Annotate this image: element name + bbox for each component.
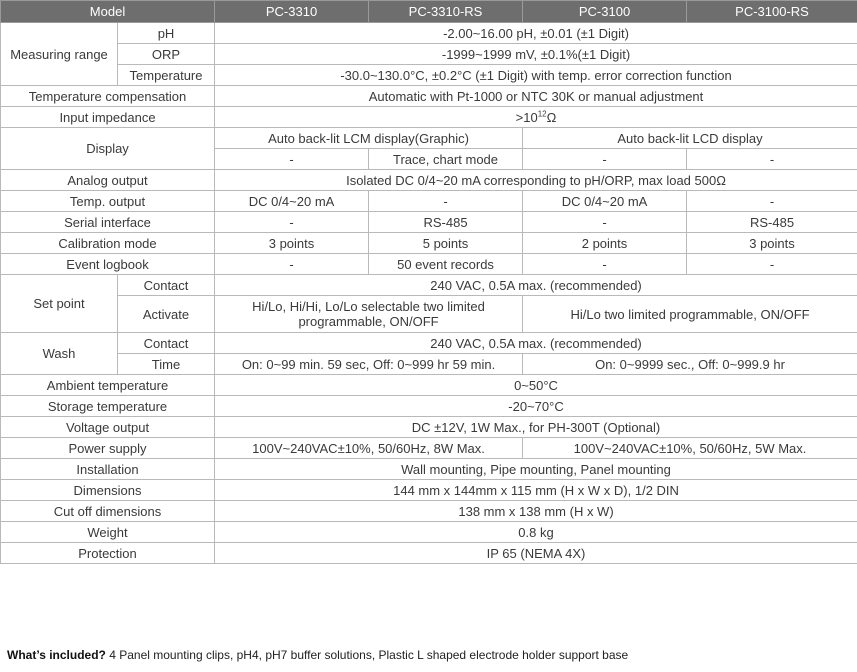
whats-included-text: 4 Panel mounting clips, pH4, pH7 buffer solutions, Plastic L shaped electrode holder support base <box>105 648 629 662</box>
dimensions-label: Dimensions <box>1 480 215 501</box>
temp-output-3: DC 0/4~20 mA <box>523 191 687 212</box>
table-row <box>1 543 857 564</box>
ambient-value: 0~50°C <box>215 375 857 396</box>
power-value-b: 100V~240VAC±10%, 50/60Hz, 5W Max. <box>523 438 857 459</box>
display-sub-2: Trace, chart mode <box>369 149 523 170</box>
display-sub-4: - <box>687 149 857 170</box>
voltage-value: DC ±12V, 1W Max., for PH-300T (Optional) <box>215 417 857 438</box>
temperature-value: -30.0~130.0°C, ±0.2°C (±1 Digit) with temp. error correction function <box>215 65 857 86</box>
storage-label: Storage temperature <box>1 396 215 417</box>
ph-value: -2.00~16.00 pH, ±0.01 (±1 Digit) <box>215 23 857 44</box>
header-row <box>1 1 857 23</box>
temperature-label: Temperature <box>118 65 215 86</box>
table-row <box>1 191 857 212</box>
analog-output-value: Isolated DC 0/4~20 mA corresponding to pH/ORP, max load 500Ω <box>215 170 857 191</box>
measuring-range-label: Measuring range <box>1 23 118 86</box>
logbook-1: - <box>215 254 369 275</box>
table-row <box>1 23 857 44</box>
voltage-label: Voltage output <box>1 417 215 438</box>
table-row <box>1 522 857 543</box>
protection-value: IP 65 (NEMA 4X) <box>215 543 857 564</box>
table-row <box>1 212 857 233</box>
table-row <box>1 44 857 65</box>
model-header: Model <box>1 1 215 23</box>
logbook-3: - <box>523 254 687 275</box>
set-point-contact-value: 240 VAC, 0.5A max. (recommended) <box>215 275 857 296</box>
calibration-1: 3 points <box>215 233 369 254</box>
temp-output-label: Temp. output <box>1 191 215 212</box>
analog-output-label: Analog output <box>1 170 215 191</box>
serial-4: RS-485 <box>687 212 857 233</box>
weight-value: 0.8 kg <box>215 522 857 543</box>
set-point-label: Set point <box>1 275 118 333</box>
display-sub-1: - <box>215 149 369 170</box>
wash-time-b: On: 0~9999 sec., Off: 0~999.9 hr <box>523 354 857 375</box>
table-row <box>1 233 857 254</box>
ph-label: pH <box>118 23 215 44</box>
protection-label: Protection <box>1 543 215 564</box>
wash-time-label: Time <box>118 354 215 375</box>
table-row <box>1 65 857 86</box>
table-row <box>1 417 857 438</box>
display-sub-3: - <box>523 149 687 170</box>
set-point-contact-label: Contact <box>118 275 215 296</box>
installation-value: Wall mounting, Pipe mounting, Panel mounting <box>215 459 857 480</box>
orp-value: -1999~1999 mV, ±0.1%(±1 Digit) <box>215 44 857 65</box>
table-row <box>1 170 857 191</box>
wash-contact-label: Contact <box>118 333 215 354</box>
wash-contact-value: 240 VAC, 0.5A max. (recommended) <box>215 333 857 354</box>
table-row <box>1 333 857 354</box>
table-row <box>1 480 857 501</box>
input-impedance-label: Input impedance <box>1 107 215 128</box>
temp-comp-label: Temperature compensation <box>1 86 215 107</box>
temp-output-4: - <box>687 191 857 212</box>
wash-time-a: On: 0~99 min. 59 sec, Off: 0~999 hr 59 min. <box>215 354 523 375</box>
calibration-3: 2 points <box>523 233 687 254</box>
model-header-3: PC-3100 <box>523 1 687 23</box>
whats-included-note <box>7 648 628 662</box>
input-impedance-value: $>10^{12}\Omega$ <box>215 107 857 128</box>
power-label: Power supply <box>1 438 215 459</box>
table-row <box>1 254 857 275</box>
logbook-label: Event logbook <box>1 254 215 275</box>
cutoff-label: Cut off dimensions <box>1 501 215 522</box>
calibration-4: 3 points <box>687 233 857 254</box>
logbook-2: 50 event records <box>369 254 523 275</box>
set-point-activate-b: Hi/Lo two limited programmable, ON/OFF <box>523 296 857 333</box>
display-label: Display <box>1 128 215 170</box>
logbook-4: - <box>687 254 857 275</box>
table-row <box>1 275 857 296</box>
calibration-2: 5 points <box>369 233 523 254</box>
calibration-label: Calibration mode <box>1 233 215 254</box>
table-row <box>1 438 857 459</box>
table-row <box>1 107 857 128</box>
serial-label: Serial interface <box>1 212 215 233</box>
display-lcd: Auto back-lit LCD display <box>523 128 857 149</box>
power-value-a: 100V~240VAC±10%, 50/60Hz, 8W Max. <box>215 438 523 459</box>
table-row <box>1 396 857 417</box>
model-header-1: PC-3310 <box>215 1 369 23</box>
serial-2: RS-485 <box>369 212 523 233</box>
table-row <box>1 459 857 480</box>
whats-included-label: What’s included? <box>7 648 106 662</box>
storage-value: -20~70°C <box>215 396 857 417</box>
model-header-4: PC-3100-RS <box>687 1 857 23</box>
table-row <box>1 501 857 522</box>
temp-comp-value: Automatic with Pt-1000 or NTC 30K or manual adjustment <box>215 86 857 107</box>
table-row <box>1 375 857 396</box>
serial-3: - <box>523 212 687 233</box>
display-lcm: Auto back-lit LCM display(Graphic) <box>215 128 523 149</box>
serial-1: - <box>215 212 369 233</box>
table-row <box>1 296 857 333</box>
temp-output-1: DC 0/4~20 mA <box>215 191 369 212</box>
temp-output-2: - <box>369 191 523 212</box>
table-row <box>1 86 857 107</box>
model-header-2: PC-3310-RS <box>369 1 523 23</box>
cutoff-value: 138 mm x 138 mm (H x W) <box>215 501 857 522</box>
ambient-label: Ambient temperature <box>1 375 215 396</box>
installation-label: Installation <box>1 459 215 480</box>
wash-label: Wash <box>1 333 118 375</box>
dimensions-value: 144 mm x 144mm x 115 mm (H x W x D), 1/2 DIN <box>215 480 857 501</box>
weight-label: Weight <box>1 522 215 543</box>
table-row <box>1 354 857 375</box>
set-point-activate-label: Activate <box>118 296 215 333</box>
table-row <box>1 128 857 149</box>
set-point-activate-a: Hi/Lo, Hi/Hi, Lo/Lo selectable two limited programmable, ON/OFF <box>215 296 523 333</box>
orp-label: ORP <box>118 44 215 65</box>
